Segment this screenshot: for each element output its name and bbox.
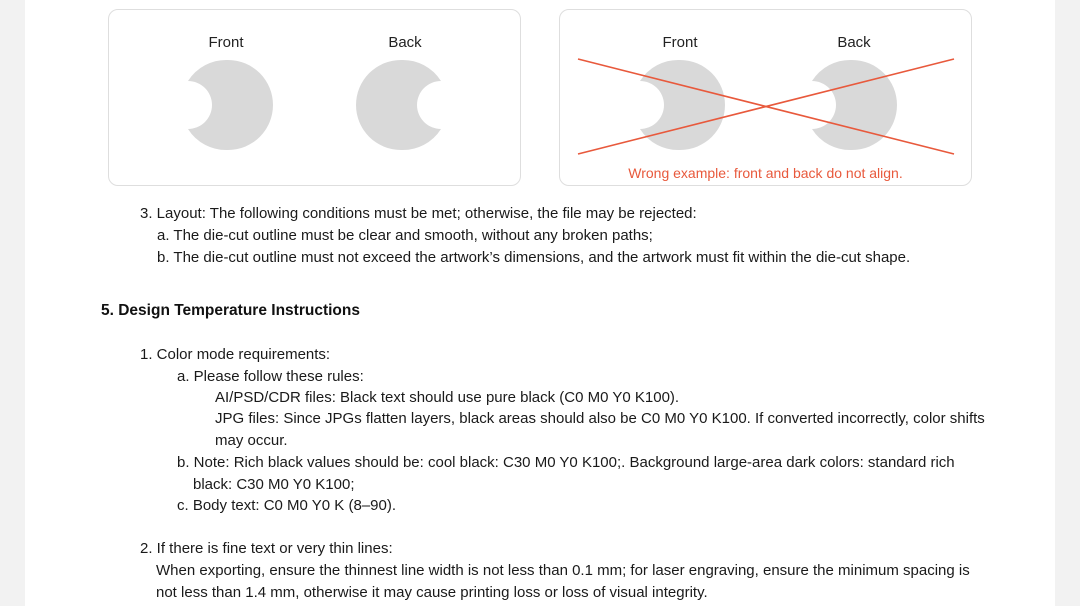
layout-rule-b: b. The die-cut outline must not exceed the artwork’s dimensions, and the artwork must fit within the die-cut shape. (157, 249, 911, 266)
fine-text-title: 2. If there is fine text or very thin lines: (140, 540, 393, 557)
correct-example-panel (108, 9, 521, 186)
fine-text-line1: When exporting, ensure the thinnest line width is not less than 0.1 mm; for laser engraving, ensure the minimum spacing is (156, 562, 970, 579)
color-rule-a-line1: AI/PSD/CDR files: Black text should use pure black (C0 M0 Y0 K100). (215, 389, 680, 406)
color-mode-title: 1. Color mode requirements: (140, 346, 331, 363)
color-rule-a-line2: JPG files: Since JPGs flatten layers, black areas should also be C0 M0 Y0 K100. If converted incorrectly, color shifts (215, 410, 985, 427)
front-label: Front (662, 34, 698, 51)
layout-requirement-title: 3. Layout: The following conditions must be met; otherwise, the file may be rejected: (140, 205, 697, 222)
back-label: Back (837, 34, 871, 51)
wrong-example-note: Wrong example: front and back do not align. (628, 165, 903, 181)
color-rule-a-title: a. Please follow these rules: (177, 368, 364, 385)
front-die-cut-shape (182, 59, 274, 151)
document-page (25, 0, 1055, 606)
fine-text-line2: not less than 1.4 mm, otherwise it may cause printing loss or loss of visual integrity. (156, 584, 708, 601)
back-die-cut-shape (355, 59, 447, 151)
wrong-cross-mark (560, 10, 973, 187)
wrong-example-panel (559, 9, 972, 186)
color-rule-b-line1: b. Note: Rich black values should be: cool black: C30 M0 Y0 K100;. Background large-area dark colors: standard rich (177, 454, 955, 471)
color-rule-a-line3: may occur. (215, 432, 288, 449)
color-rule-c: c. Body text: C0 M0 Y0 K (8–90). (177, 497, 396, 514)
back-label: Back (388, 34, 422, 51)
color-rule-b-line2: black: C30 M0 Y0 K100; (193, 476, 355, 493)
layout-rule-a: a. The die-cut outline must be clear and smooth, without any broken paths; (157, 227, 653, 244)
front-label: Front (208, 34, 244, 51)
section-heading: 5. Design Temperature Instructions (101, 302, 360, 319)
